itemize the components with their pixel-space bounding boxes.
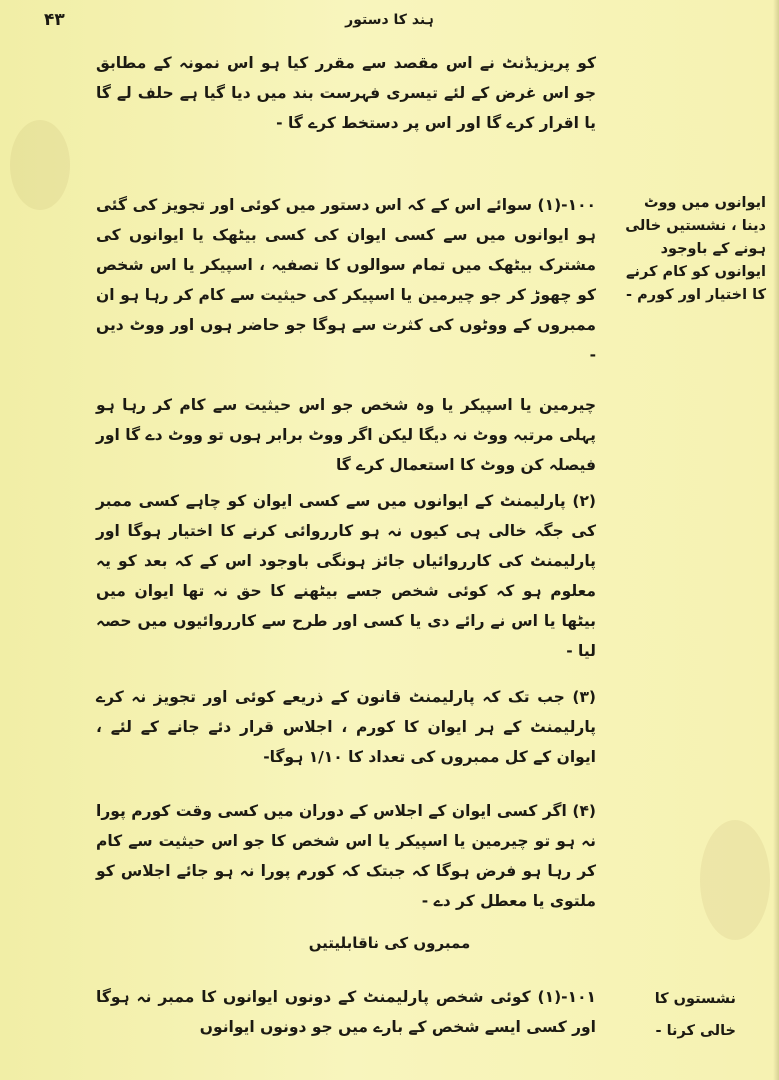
paragraph-article-100-1 — [96, 190, 596, 370]
paragraph-article-100-2 — [96, 486, 596, 666]
paragraph-text: چیرمین یا اسپیکر یا وہ شخص جو اس حیثیت سے کام کر رہا ہو پہلی مرتبہ ووٹ نہ دیگا لیکن اگر ووٹ برابر ہوں تو ووٹ دے گا اور فیصلہ کن ووٹ کا استعمال کرے گا — [96, 396, 596, 474]
paragraph-text: (۳) جب تک کہ پارلیمنٹ قانون کے ذریعے کوئی اور تجویز نہ کرے پارلیمنٹ کے ہر ایوان کا کورم ، اجلاس قرار دئے جانے کے لئے ، ایوان کے کل ممبروں کی تعداد کا ۱/۱۰ ہوگا- — [96, 688, 596, 766]
paragraph-text: ۱۰۱-(۱) کوئی شخص پارلیمنٹ کے دونوں ایوانوں کا ممبر نہ ہوگا اور کسی ایسے شخص کے بارے میں جو دونوں ایوانوں — [96, 988, 596, 1036]
margin-note-vacation-of-seats: نشستوں کا خالی کرنا - — [654, 991, 736, 1039]
paragraph-article-101-1 — [96, 982, 596, 1042]
section-heading: ممبروں کی ناقابلیتیں — [308, 934, 471, 952]
paragraph-oath-end — [96, 48, 596, 138]
paper-stain — [700, 820, 770, 940]
paragraph-text: (۲) پارلیمنٹ کے ایوانوں میں سے کسی ایوان کو چاہے کسی ممبر کی جگہ خالی ہی کیوں نہ ہو کارروائی کرنے کا اختیار ہوگا اور پارلیمنٹ کی کارروائیاں جائز ہونگی باوجود اس کے کہ بعد کو یہ معلوم ہو کہ کوئی شخص جسے بیٹھنے کا حق نہ تھا ایوان میں بیٹھا یا اس نے رائے دی یا کسی اور طرح سے کارروائیوں میں حصہ لیا - — [96, 492, 596, 660]
paragraph-casting-vote — [96, 390, 596, 480]
paragraph-text: (۴) اگر کسی ایوان کے اجلاس کے دوران میں کسی وقت کورم پورا نہ ہو تو چیرمین یا اسپیکر یا اس شخص کا جو اس حیثیت سے کام کر رہا ہو فرض ہوگا کہ جبتک کہ کورم پورا نہ ہو جائے اجلاس کو ملتوی یا معطل کر دے - — [96, 802, 596, 910]
page-edge-shadow — [773, 0, 779, 1080]
page-header — [0, 8, 779, 38]
margin-note-voting: ایوانوں میں ووٹ دینا ، نشستیں خالی ہونے کے باوجود ایوانوں کو کام کرنے کا اختیار اور کورم - — [625, 195, 766, 303]
paper-stain — [10, 120, 70, 210]
paragraph-article-100-3 — [96, 682, 596, 772]
paragraph-text: ۱۰۰-(۱) سوائے اس کے کہ اس دستور میں کوئی اور تجویز کی گئی ہو ایوانوں میں سے کسی ایوان کی کسی بیٹھک یا ایوانوں کی مشترک بیٹھک میں تمام سوالوں کا تصفیہ ، اسپیکر یا اس شخص کو چھوڑ کر جو چیرمین یا اسپیکر کی حیثیت سے کام کر رہا ہو ان ممبروں کے ووٹوں کی کثرت سے ہوگا جو حاضر ہوں اور ووٹ دیں - — [96, 196, 596, 364]
paragraph-article-100-4 — [96, 796, 596, 916]
page-number: ۴۳ — [44, 10, 65, 30]
running-title: ہند کا دستور — [345, 12, 434, 28]
paragraph-text: کو پریزیڈنٹ نے اس مقصد سے مقرر کیا ہو اس نمونہ کے مطابق جو اس غرض کے لئے تیسری فہرست بند میں دیا گیا ہے حلف لے گا یا اقرار کرے گا اور اس پر دستخط کرے گا - — [96, 54, 596, 132]
